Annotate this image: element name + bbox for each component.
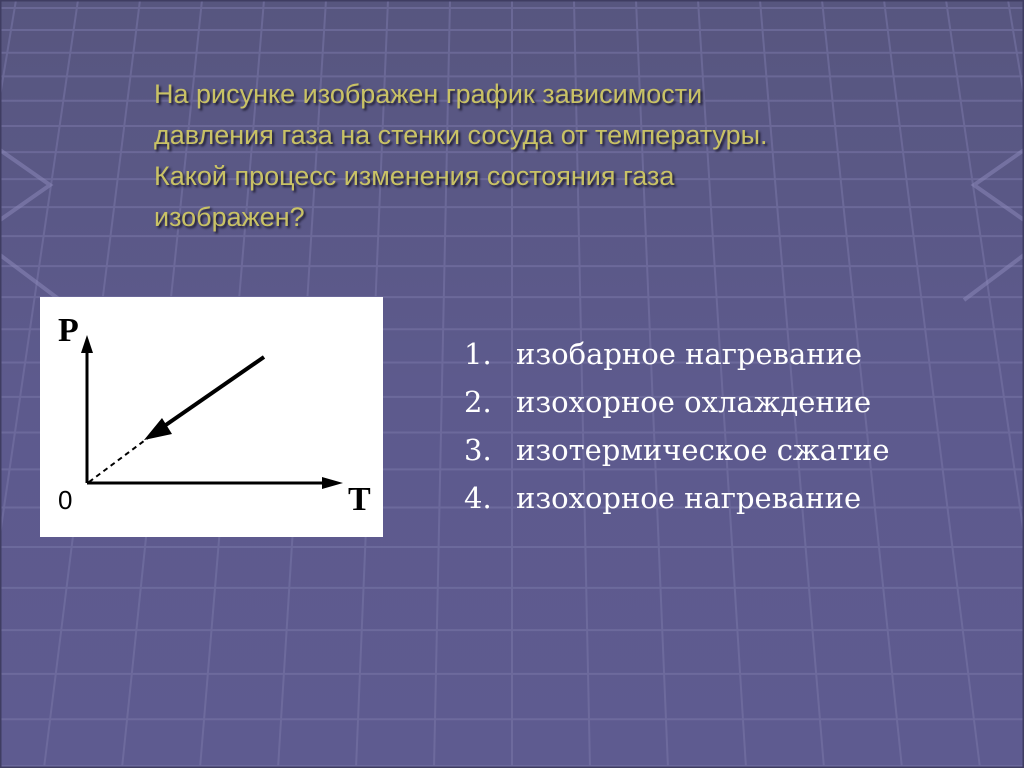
option-text: изобарное нагревание: [516, 337, 863, 371]
question-text: [154, 74, 954, 238]
answer-option[interactable]: [464, 426, 890, 474]
y-axis-label: P: [58, 312, 79, 349]
question-line: На рисунке изображен график зависимости: [154, 79, 703, 109]
answer-option[interactable]: [464, 474, 890, 522]
option-text: изотермическое сжатие: [516, 433, 890, 467]
dashed-extension: [89, 438, 148, 482]
question-line: изображен?: [154, 202, 305, 232]
option-number: 2.: [464, 385, 492, 419]
answer-options: [464, 330, 890, 522]
question-line: Какой процесс изменения состояния газа: [154, 161, 675, 191]
option-text: изохорное охлаждение: [516, 385, 872, 419]
x-axis-arrowhead: [322, 477, 343, 489]
option-number: 1.: [464, 337, 492, 371]
pt-graph-figure: [40, 297, 383, 537]
pt-graph: [40, 297, 383, 537]
process-arrow: [160, 357, 264, 429]
option-number: 3.: [464, 433, 492, 467]
option-number: 4.: [464, 481, 492, 515]
option-text: изохорное нагревание: [516, 481, 862, 515]
x-axis-label: T: [348, 481, 371, 518]
answer-option[interactable]: [464, 330, 890, 378]
y-axis-arrowhead: [81, 335, 93, 353]
answer-option[interactable]: [464, 378, 890, 426]
question-line: давления газа на стенки сосуда от температуры.: [154, 120, 768, 150]
origin-label: 0: [58, 485, 73, 515]
